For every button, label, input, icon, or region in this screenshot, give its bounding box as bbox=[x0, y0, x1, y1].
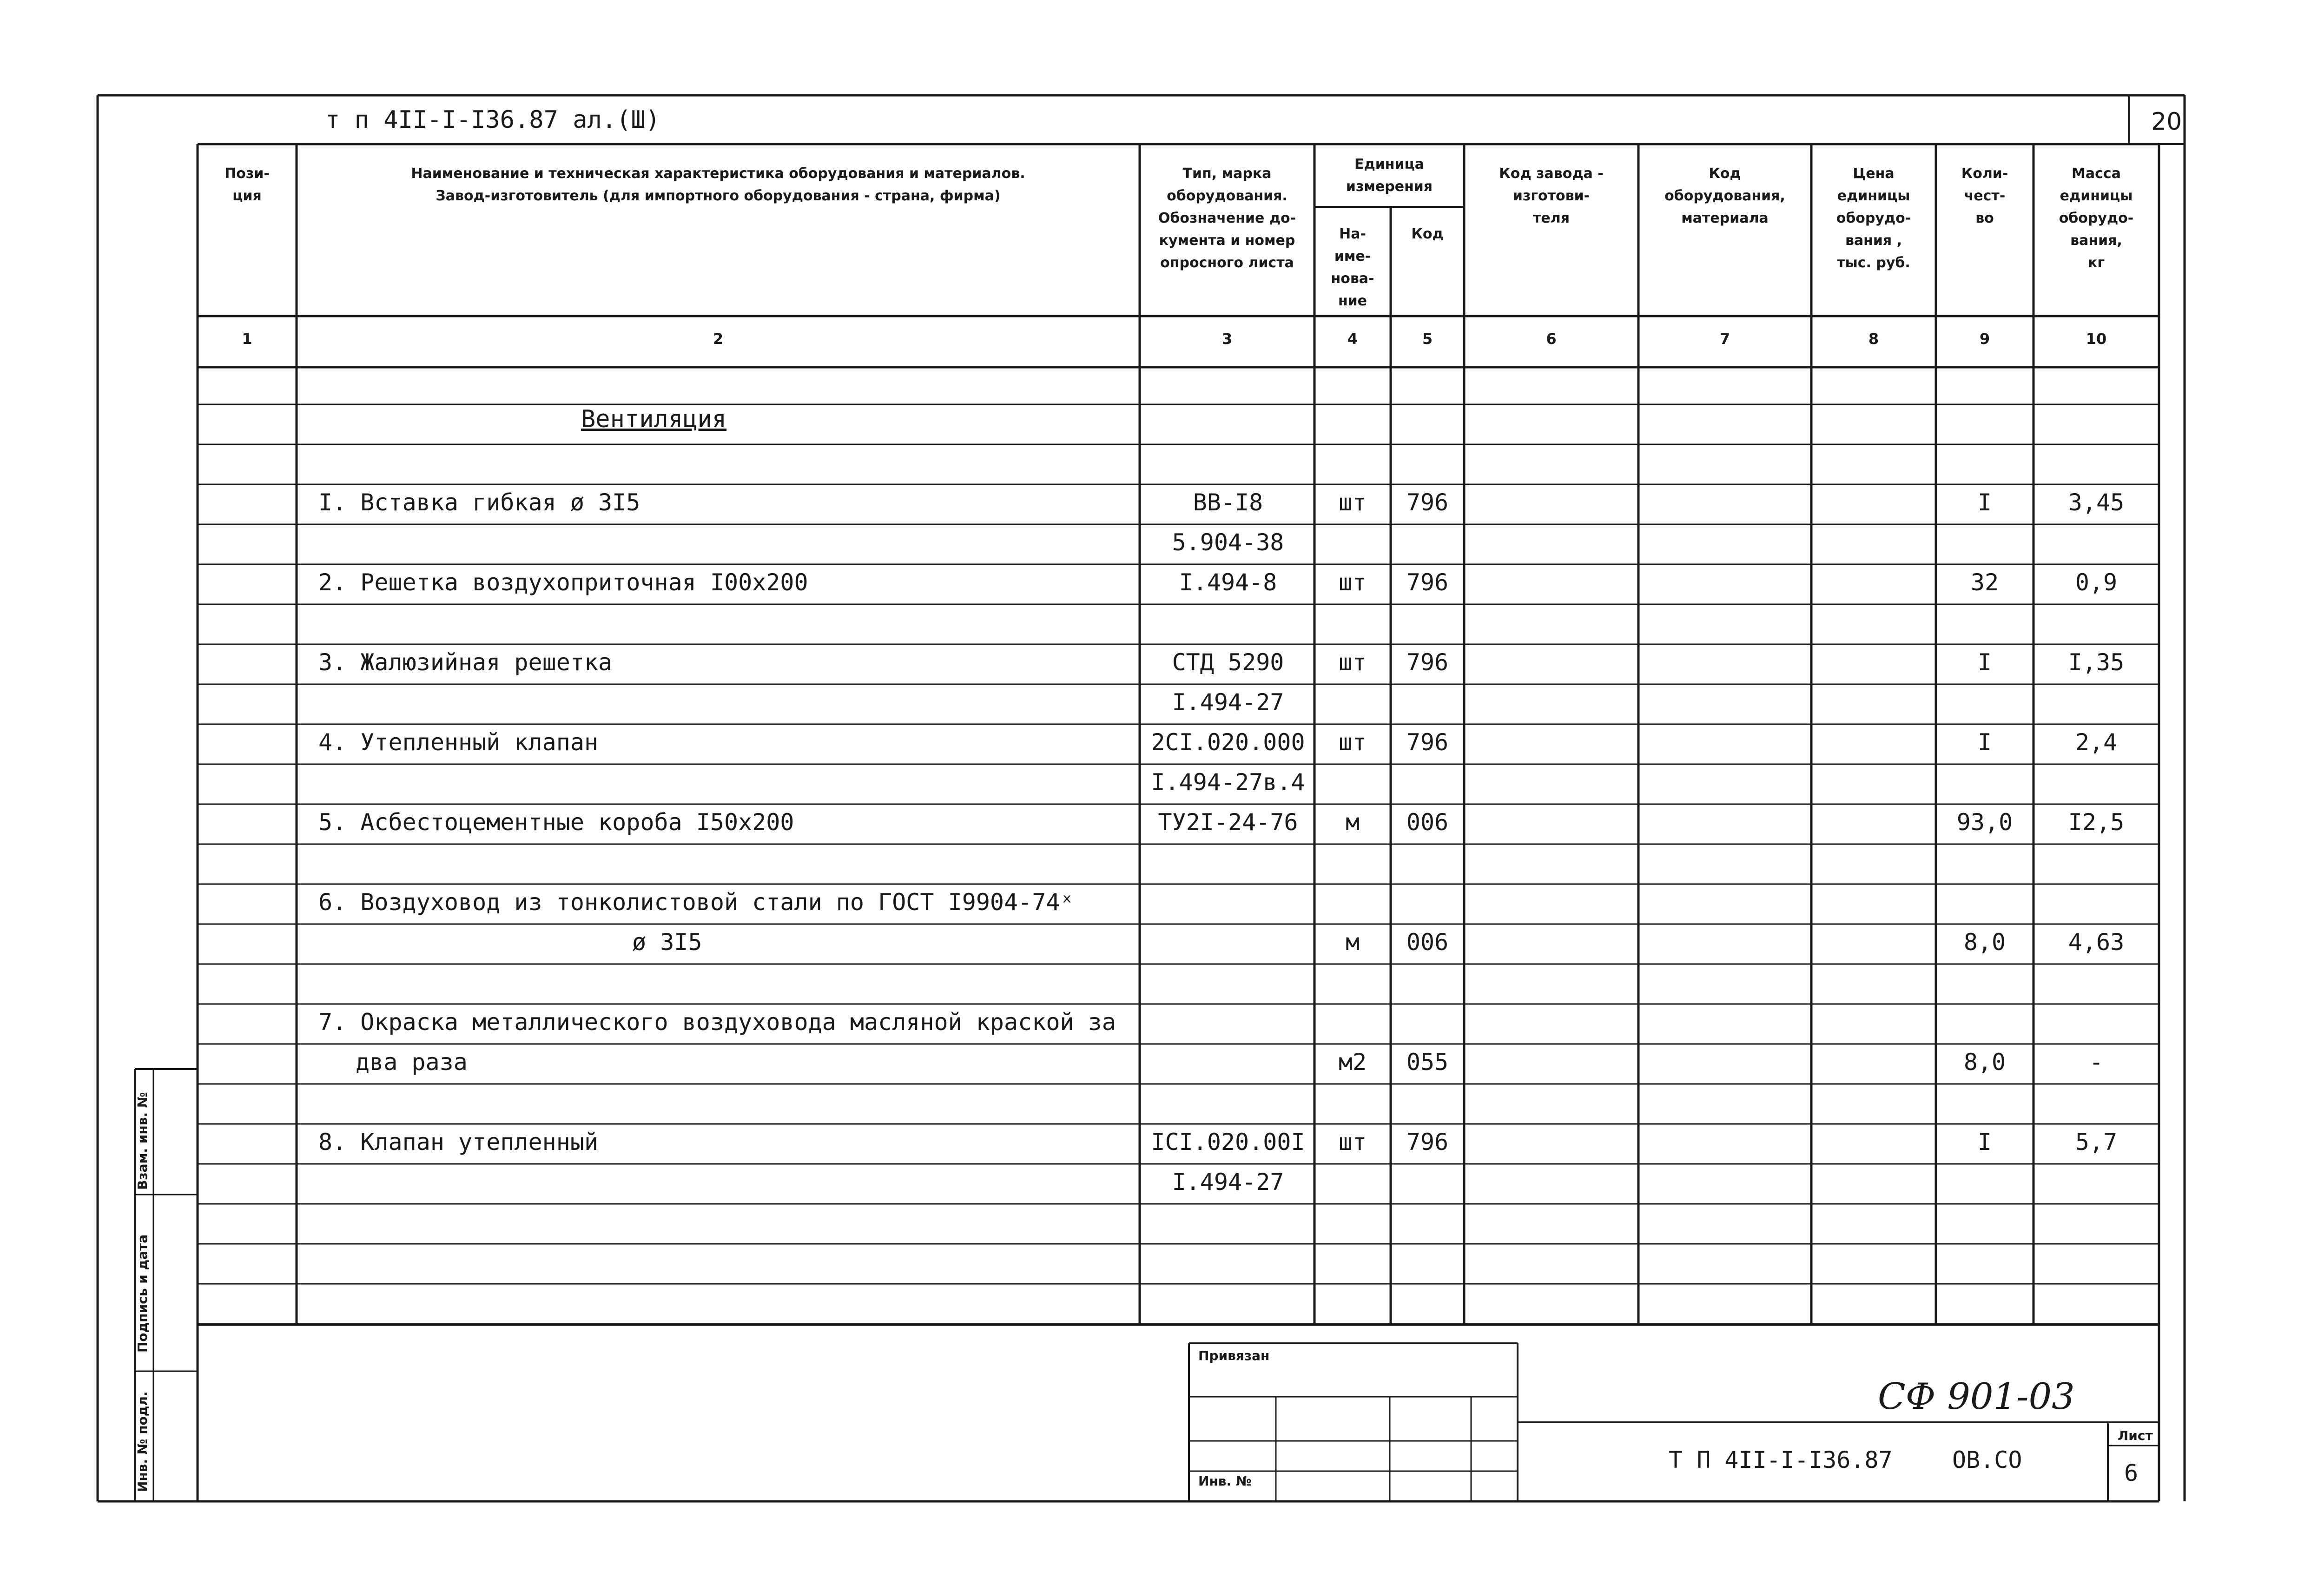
row-mass: 0,9 bbox=[2075, 569, 2118, 596]
row-mass: I2,5 bbox=[2068, 809, 2125, 836]
row-unit: м2 bbox=[1338, 1049, 1367, 1076]
signature-date-label: Подпись и дата bbox=[135, 1234, 150, 1353]
row-unit: шт bbox=[1338, 569, 1367, 596]
document-reference: т п 4II-I-I36.87 ал.(Ш) bbox=[325, 106, 660, 134]
row-mass: 4,63 bbox=[2068, 929, 2125, 956]
inventory-number-label: Инв. № bbox=[1198, 1473, 1252, 1489]
row-mass: 2,4 bbox=[2075, 729, 2118, 756]
column-number-10: 10 bbox=[2086, 330, 2107, 348]
row-name: ø 3I5 bbox=[632, 929, 702, 956]
handwritten-code: СФ 901-03 bbox=[1878, 1376, 2075, 1418]
row-quantity: I bbox=[1977, 729, 1992, 756]
unit-group-header: Единица измерения bbox=[1346, 156, 1433, 195]
row-type: ICI.020.00I bbox=[1151, 1129, 1305, 1156]
row-name: два раза bbox=[356, 1049, 468, 1076]
row-name: 5. Асбестоцементные короба I50x200 bbox=[318, 809, 794, 836]
column-header-10: Масса единицы оборудо- вания, кг bbox=[2059, 165, 2134, 271]
column-header-3: Тип, марка оборудования. Обозначение до- кумента и номер опросного листа bbox=[1158, 165, 1296, 271]
row-code: 796 bbox=[1406, 1129, 1449, 1156]
column-header-7: Код оборудования, материала bbox=[1664, 165, 1785, 226]
sheet-number: 6 bbox=[2124, 1460, 2139, 1486]
row-quantity: 8,0 bbox=[1963, 929, 2006, 956]
row-quantity: I bbox=[1977, 649, 1992, 676]
column-number-4: 4 bbox=[1347, 330, 1358, 348]
column-number-3: 3 bbox=[1221, 330, 1233, 348]
replace-inventory-label: Взам. инв. № bbox=[135, 1092, 150, 1190]
column-header-5: Код bbox=[1411, 226, 1444, 242]
column-number-1: 1 bbox=[242, 330, 252, 348]
row-type: 2CI.020.000 bbox=[1151, 729, 1305, 756]
column-header-9: Коли- чест- во bbox=[1961, 165, 2008, 226]
column-header-4: На- име- нова- ние bbox=[1331, 226, 1374, 309]
row-name: 2. Решетка воздухоприточная I00x200 bbox=[318, 569, 808, 596]
row-unit: шт bbox=[1338, 489, 1367, 516]
row-code: 796 bbox=[1406, 729, 1449, 756]
row-type: 5.904-38 bbox=[1172, 529, 1284, 556]
sheet-label: Лист bbox=[2118, 1428, 2153, 1443]
row-name: I. Вставка гибкая ø 3I5 bbox=[318, 489, 640, 516]
row-name: 7. Окраска металлического воздуховода масляной краской за bbox=[318, 1009, 1116, 1036]
column-header-6: Код завода - изготови- теля bbox=[1499, 165, 1604, 226]
row-code: 796 bbox=[1406, 489, 1449, 516]
row-type: ТУ2I-24-76 bbox=[1158, 809, 1298, 836]
column-number-9: 9 bbox=[1979, 330, 1990, 348]
document-code: Т П 4II-I-I36.87 bbox=[1669, 1447, 1893, 1473]
column-number-8: 8 bbox=[1868, 330, 1879, 348]
row-code: 796 bbox=[1406, 569, 1449, 596]
row-mass: - bbox=[2089, 1049, 2104, 1076]
page-number: 20 bbox=[2151, 108, 2182, 136]
original-inventory-label: Инв. № подл. bbox=[135, 1391, 150, 1492]
row-unit: шт bbox=[1338, 729, 1367, 756]
row-type: I.494-27 bbox=[1172, 689, 1284, 716]
row-type: I.494-27 bbox=[1172, 1169, 1284, 1196]
column-header-1: Пози- ция bbox=[224, 165, 270, 204]
row-type: ВВ-I8 bbox=[1193, 489, 1263, 516]
row-quantity: 32 bbox=[1970, 569, 1999, 596]
row-quantity: I bbox=[1977, 489, 1992, 516]
row-unit: м bbox=[1345, 809, 1360, 836]
column-number-5: 5 bbox=[1422, 330, 1433, 348]
sheet-code: ОВ.СО bbox=[1952, 1447, 2022, 1473]
row-code: 006 bbox=[1406, 929, 1449, 956]
row-type: СТД 5290 bbox=[1172, 649, 1284, 676]
row-quantity: 93,0 bbox=[1956, 809, 2013, 836]
column-number-6: 6 bbox=[1546, 330, 1557, 348]
row-type: I.494-8 bbox=[1179, 569, 1277, 596]
row-mass: 3,45 bbox=[2068, 489, 2125, 516]
section-title: Вентиляция bbox=[581, 405, 727, 433]
row-name: 6. Воздуховод из тонколистовой стали по ГОСТ I9904-74ˣ bbox=[318, 889, 1074, 916]
row-name: 4. Утепленный клапан bbox=[318, 729, 599, 756]
row-unit: шт bbox=[1338, 649, 1367, 676]
column-number-7: 7 bbox=[1719, 330, 1730, 348]
column-header-8: Цена единицы оборудо- вания , тыс. руб. bbox=[1836, 165, 1911, 271]
row-mass: 5,7 bbox=[2075, 1129, 2118, 1156]
row-unit: шт bbox=[1338, 1129, 1367, 1156]
column-number-2: 2 bbox=[713, 330, 724, 348]
row-quantity: I bbox=[1977, 1129, 1992, 1156]
column-header-2: Наименование и техническая характеристика оборудования и материалов. Завод-изготовитель (для импортного оборудования - страна, фирма) bbox=[411, 165, 1025, 204]
row-mass: I,35 bbox=[2068, 649, 2125, 676]
row-name: 8. Клапан утепленный bbox=[318, 1129, 599, 1156]
row-code: 055 bbox=[1406, 1049, 1449, 1076]
row-code: 006 bbox=[1406, 809, 1449, 836]
row-name: 3. Жалюзийная решетка bbox=[318, 649, 613, 676]
row-type: I.494-27в.4 bbox=[1151, 769, 1305, 796]
row-unit: м bbox=[1345, 929, 1360, 956]
row-quantity: 8,0 bbox=[1963, 1049, 2006, 1076]
row-code: 796 bbox=[1406, 649, 1449, 676]
tied-label: Привязан bbox=[1198, 1348, 1270, 1363]
